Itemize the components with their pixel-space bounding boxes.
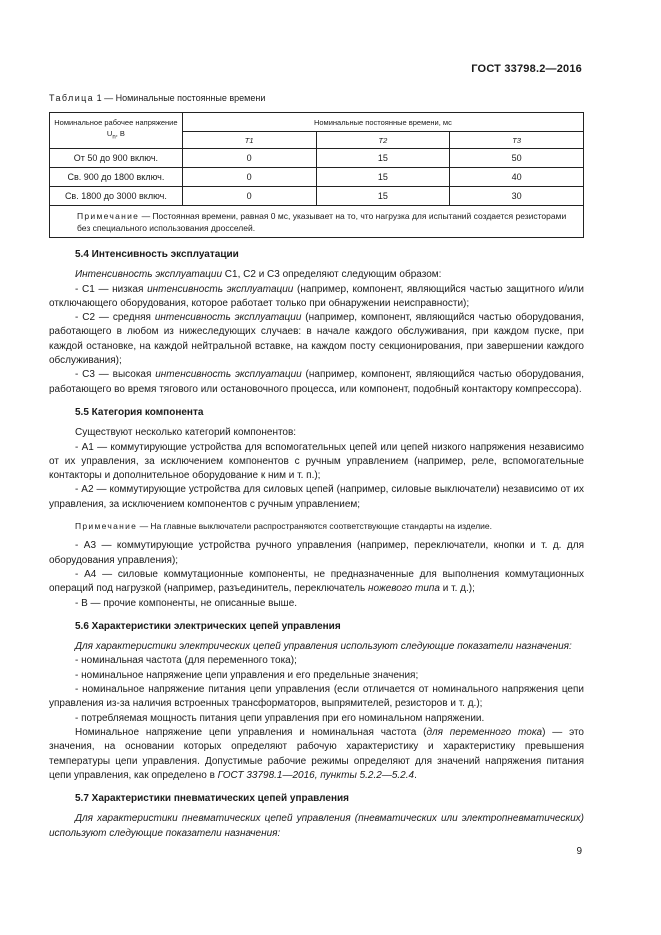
text: - С3 — высокая (75, 369, 156, 381)
text: (например, компонент, являющийся частью оборудования, работающего в любом из нижеследующих случаев: в начале каждого обслуживания, при каждом пуске, при каждой остановке, на каждой нейтральной вставке, на каждом посту секционирования, при завершении каждого обслуживания); (49, 312, 584, 367)
paragraph: Существуют несколько категорий компонентов: (75, 427, 297, 439)
time-constants-group-header: Номинальные постоянные времени, мс (182, 113, 583, 132)
italic-paragraph: Для характеристики пневматических цепей управления (пневматических или электропневматических) используют следующие показатели назначения: (49, 813, 584, 839)
text: С1, С2 и С3 определяют следующим образом: (222, 269, 442, 281)
list-item: - А1 — коммутирующие устройства для вспомогательных цепей или цепей низкого напряжения независимо от их управления, за исключением компонентов с ручным управлением (например, реле, вспомогательные контакторы и дополнительное оборудование к ним и т. п.); (49, 441, 584, 482)
table-cell: Св. 1800 до 3000 включ. (50, 187, 183, 206)
list-item (49, 368, 584, 397)
table-cell: 0 (182, 187, 316, 206)
italic-term: для переменного тока (426, 726, 543, 738)
text: (например, компонент, являющийся частью оборудования, работающего во время тягового или остановочного процесса, или компонент, подобный контактору компрессора). (49, 369, 584, 395)
table-note-label: Примечание (77, 211, 140, 221)
section-heading-5-5: 5.5 Категория компонента (75, 406, 204, 418)
body-text (49, 248, 584, 841)
table-caption-text: 1 — Номинальные постоянные времени (94, 93, 266, 103)
list-item: - А3 — коммутирующие устройства ручного управления (например, переключатели, кнопки и т. д. для оборудования управления); (49, 540, 584, 566)
t3-column-header: T3 (450, 132, 584, 149)
paragraph (49, 268, 584, 282)
table-cell: От 50 до 900 включ. (50, 149, 183, 168)
table-cell: 30 (450, 187, 584, 206)
paragraph (49, 812, 584, 841)
list-item (49, 283, 584, 312)
note-text: — На главные выключатели распространяются соответствующие стандарты на изделие. (137, 521, 492, 532)
paragraph (49, 726, 584, 783)
voltage-column-header (50, 113, 183, 149)
italic-term: интенсивность эксплуатации (154, 312, 302, 324)
table-caption (49, 93, 265, 103)
section-heading-5-6: 5.6 Характеристики электрических цепей управления (75, 620, 341, 632)
text: и т. д.); (439, 583, 475, 595)
table-cell: 0 (182, 168, 316, 187)
note-label: Примечание (75, 521, 138, 532)
time-constants-table (49, 112, 584, 238)
text: - С2 — средняя (75, 312, 155, 324)
text: - А4 — силовые коммутационные компоненты, не предназначенные для выполнения коммутационных операций под нагрузкой (например, разъединитель, переключатель (49, 568, 584, 595)
table-cell: 50 (450, 149, 584, 168)
list-item (49, 311, 584, 368)
italic-term: Интенсивность эксплуатации (75, 269, 223, 281)
table-cell: Св. 900 до 1800 включ. (50, 168, 183, 187)
section-heading-5-4: 5.4 Интенсивность эксплуатации (75, 249, 239, 260)
t1-column-header: T1 (182, 132, 316, 149)
voltage-header-text: Номинальное рабочее напряжение U (54, 118, 178, 139)
list-item: - А2 — коммутирующие устройства для силовых цепей (например, силовые выключатели) независимо от их управления, за исключением компонентов с ручным управлением; (49, 484, 584, 510)
table-cell: 15 (316, 187, 450, 206)
page-number: 9 (576, 846, 582, 857)
voltage-header-sub: n (112, 134, 116, 141)
note (49, 519, 584, 533)
text: (например, компонент, являющийся частью защитного и/или отключающего оборудования, которое работает только при обнаружении неисправности); (49, 283, 584, 309)
paragraph (49, 640, 584, 654)
table-cell: 15 (316, 149, 450, 168)
table-note (50, 206, 584, 238)
list-item (49, 568, 584, 597)
table-row (50, 149, 584, 168)
list-item: - потребляемая мощность питания цепи управления при его номинальном напряжении. (75, 712, 485, 724)
list-item: - В — прочие компоненты, не описанные выше. (75, 597, 298, 609)
list-item: - номинальная частота (для переменного тока); (75, 655, 297, 667)
table-cell: 0 (182, 149, 316, 168)
text: ) — это значения, на основании которых определяют рабочую характеристику и характеристику превышения температуры цепи управления. Допустимые рабочие режимы определяют для значений напряжения питания цепи управления, как определено в (49, 726, 584, 781)
table-caption-label: Таблица (49, 93, 95, 103)
voltage-header-unit: , В (115, 129, 125, 139)
table-row (50, 168, 584, 187)
text: . (414, 769, 417, 781)
text: - С1 — низкая (75, 283, 148, 295)
standard-number: ГОСТ 33798.2—2016 (471, 63, 582, 75)
table-row (50, 187, 584, 206)
table-cell: 15 (316, 168, 450, 187)
italic-term: ножевого типа (368, 583, 440, 595)
text: Номинальное напряжение цепи управления и номинальная частота ( (75, 726, 427, 738)
list-item: - номинальное напряжение питания цепи управления (если отличается от номинального напряжения цепи управления из-за наличия встроенных трансформаторов, выпрямителей, резисторов и т. д.); (49, 684, 584, 710)
italic-term: интенсивность эксплуатации (147, 283, 294, 295)
table-note-text: — Постоянная времени, равная 0 мс, указывает на то, что нагрузка для испытаний создается резисторами без специального использования дросселей. (77, 211, 567, 233)
italic-term: интенсивность эксплуатации (155, 369, 302, 381)
standard-reference: ГОСТ 33798.1—2016, пункты 5.2.2—5.2.4 (217, 769, 415, 781)
table-cell: 40 (450, 168, 584, 187)
list-item: - номинальное напряжение цепи управления и его предельные значения; (75, 669, 419, 681)
t2-column-header: T2 (316, 132, 450, 149)
section-heading-5-7: 5.7 Характеристики пневматических цепей управления (75, 793, 349, 805)
italic-paragraph: Для характеристики электрических цепей управления используют следующие показатели назначения: (75, 641, 572, 653)
